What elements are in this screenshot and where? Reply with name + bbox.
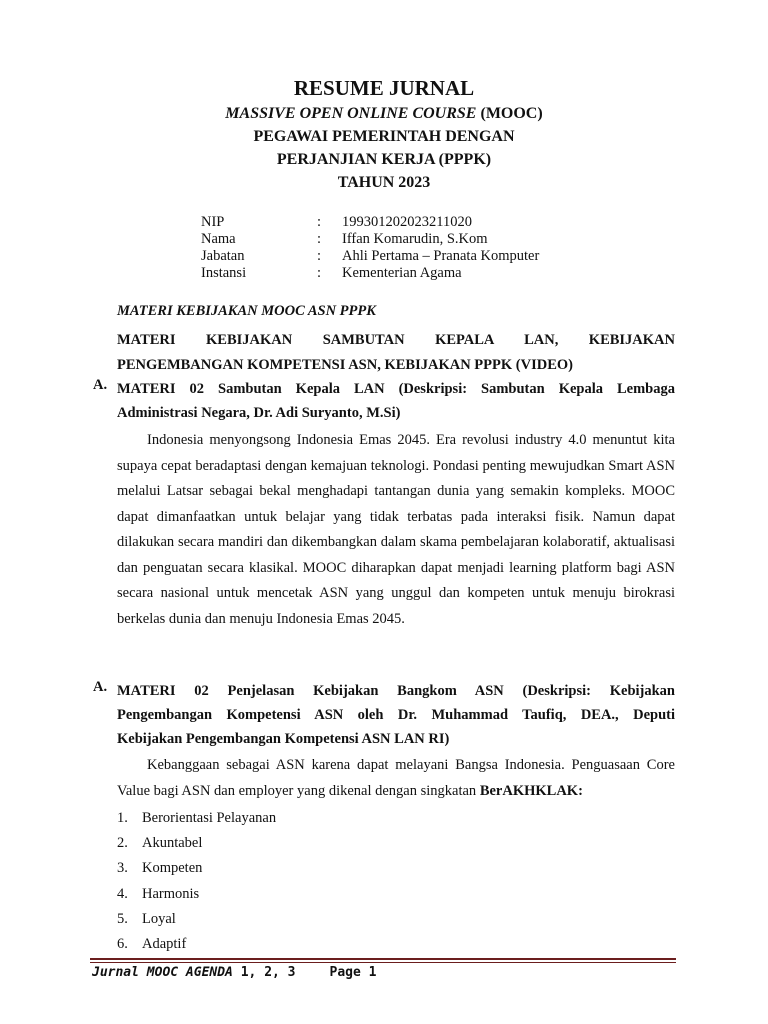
section-heading-line-2: Pengembangan Kompetensi ASN oleh Dr. Muhammad Taufiq, DEA., Deputi — [117, 707, 675, 723]
footer-agenda: Jurnal MOOC AGENDA — [92, 965, 233, 980]
section-heading-line-2: Administrasi Negara, Dr. Adi Suryanto, M.Si) — [117, 405, 401, 421]
core-value-acronym: BerAKHKLAK: — [479, 782, 583, 799]
identity-table — [201, 214, 539, 282]
section-heading-line-1: MATERI 02 Sambutan Kepala LAN (Deskripsi: Sambutan Kepala Lembaga — [117, 381, 675, 397]
section-letter: A. — [93, 679, 108, 695]
list-number: 2. — [117, 835, 128, 852]
footer-divider-thick — [90, 958, 676, 960]
identity-row-nama — [201, 231, 539, 248]
document-title: RESUME JURNAL — [293, 76, 475, 100]
identity-row-nip — [201, 214, 539, 231]
subtitle-line-2: PEGAWAI PEMERINTAH DENGAN — [253, 128, 515, 145]
identity-colon: : — [317, 214, 322, 230]
section-paragraph — [117, 753, 675, 804]
list-number: 6. — [117, 936, 128, 953]
identity-colon: : — [317, 265, 322, 281]
identity-value: Ahli Pertama – Pranata Komputer — [342, 248, 540, 264]
list-item — [117, 907, 675, 932]
page-footer — [92, 965, 376, 980]
list-text: Kompeten — [142, 860, 203, 877]
section-paragraph-text: Kebanggaan sebagai ASN karena dapat melayani Bangsa Indonesia. Penguasaan Core Value bagi ASN dan employer yang dikenal dengan singkatan — [117, 757, 675, 799]
subtitle-line-3: PERJANJIAN KERJA (PPPK) — [276, 151, 492, 168]
section-kebijakan-bangkom — [93, 679, 675, 957]
list-item — [117, 932, 675, 957]
identity-row-jabatan — [201, 248, 539, 265]
identity-value: 199301202023211020 — [342, 214, 472, 230]
materi-heading-line-1: MATERI KEBIJAKAN SAMBUTAN KEPALA LAN, KEBIJAKAN — [117, 332, 675, 348]
title-block — [0, 74, 768, 194]
identity-label: NIP — [201, 214, 225, 230]
list-text: Adaptif — [142, 936, 187, 953]
identity-colon: : — [317, 231, 322, 247]
subtitle-year: TAHUN 2023 — [337, 174, 431, 191]
footer-agenda-numbers: 1, 2, 3 — [232, 965, 296, 980]
section-heading-line-3: Kebijakan Pengembangan Kompetensi ASN LAN RI) — [117, 731, 450, 747]
list-text: Loyal — [142, 910, 176, 927]
list-item — [117, 831, 675, 856]
subtitle-line-1 — [0, 102, 768, 125]
list-item — [117, 806, 675, 831]
section-heading-line-1: MATERI 02 Penjelasan Kebijakan Bangkom ASN (Deskripsi: Kebijakan — [117, 683, 675, 699]
section-sambutan-kepala-lan — [93, 377, 675, 632]
identity-label: Jabatan — [201, 248, 245, 264]
list-number: 1. — [117, 810, 128, 826]
list-number: 4. — [117, 885, 128, 902]
footer-divider-thin — [90, 962, 676, 963]
section-letter: A. — [93, 377, 108, 393]
list-number: 3. — [117, 860, 128, 877]
section-paragraph: Indonesia menyongsong Indonesia Emas 2045. Era revolusi industry 4.0 menuntut kita supaya cepat beradaptasi dengan kemajuan teknologi. Pondasi penting mewujudkan Smart ASN melalui Latsar sebagai bekal menghadapi tantangan dunia yang semakin kompleks. MOOC dapat dimanfaatkan untuk belajar yang tidak terbatas pada interaksi fisik. Namun dapat dilakukan secara mandiri dan dikembangkan dalam skama pembelajaran kolaboratif, aktualisasi dan penguatan secara klasikal. MOOC diharapkan dapat menjadi learning platform bagi ASN secara nasional untuk mencetak ASN yang unggul dan kompeten untuk menuju birokrasi berkelas dunia dan menuju Indonesia Emas 2045. — [117, 432, 675, 627]
list-number: 5. — [117, 910, 128, 927]
identity-label: Nama — [201, 231, 236, 247]
identity-colon: : — [317, 248, 322, 264]
list-text: Akuntabel — [142, 835, 203, 852]
identity-value: Iffan Komarudin, S.Kom — [342, 231, 488, 247]
identity-row-instansi — [201, 265, 539, 282]
list-item — [117, 856, 675, 881]
materi-italic-heading: MATERI KEBIJAKAN MOOC ASN PPPK — [117, 303, 376, 319]
list-text: Harmonis — [142, 885, 200, 902]
materi-heading — [117, 328, 675, 378]
core-value-list — [117, 806, 675, 957]
identity-value: Kementerian Agama — [342, 265, 462, 281]
footer-page-number: Page 1 — [329, 965, 377, 980]
subtitle-italic-text: MASSIVE OPEN ONLINE COURSE — [225, 105, 477, 122]
identity-label: Instansi — [201, 265, 247, 281]
list-item — [117, 882, 675, 907]
materi-heading-line-2: PENGEMBANGAN KOMPETENSI ASN, KEBIJAKAN PPPK (VIDEO) — [117, 357, 573, 373]
list-text: Berorientasi Pelayanan — [142, 810, 277, 826]
subtitle-mooc-text: (MOOC) — [476, 105, 543, 122]
